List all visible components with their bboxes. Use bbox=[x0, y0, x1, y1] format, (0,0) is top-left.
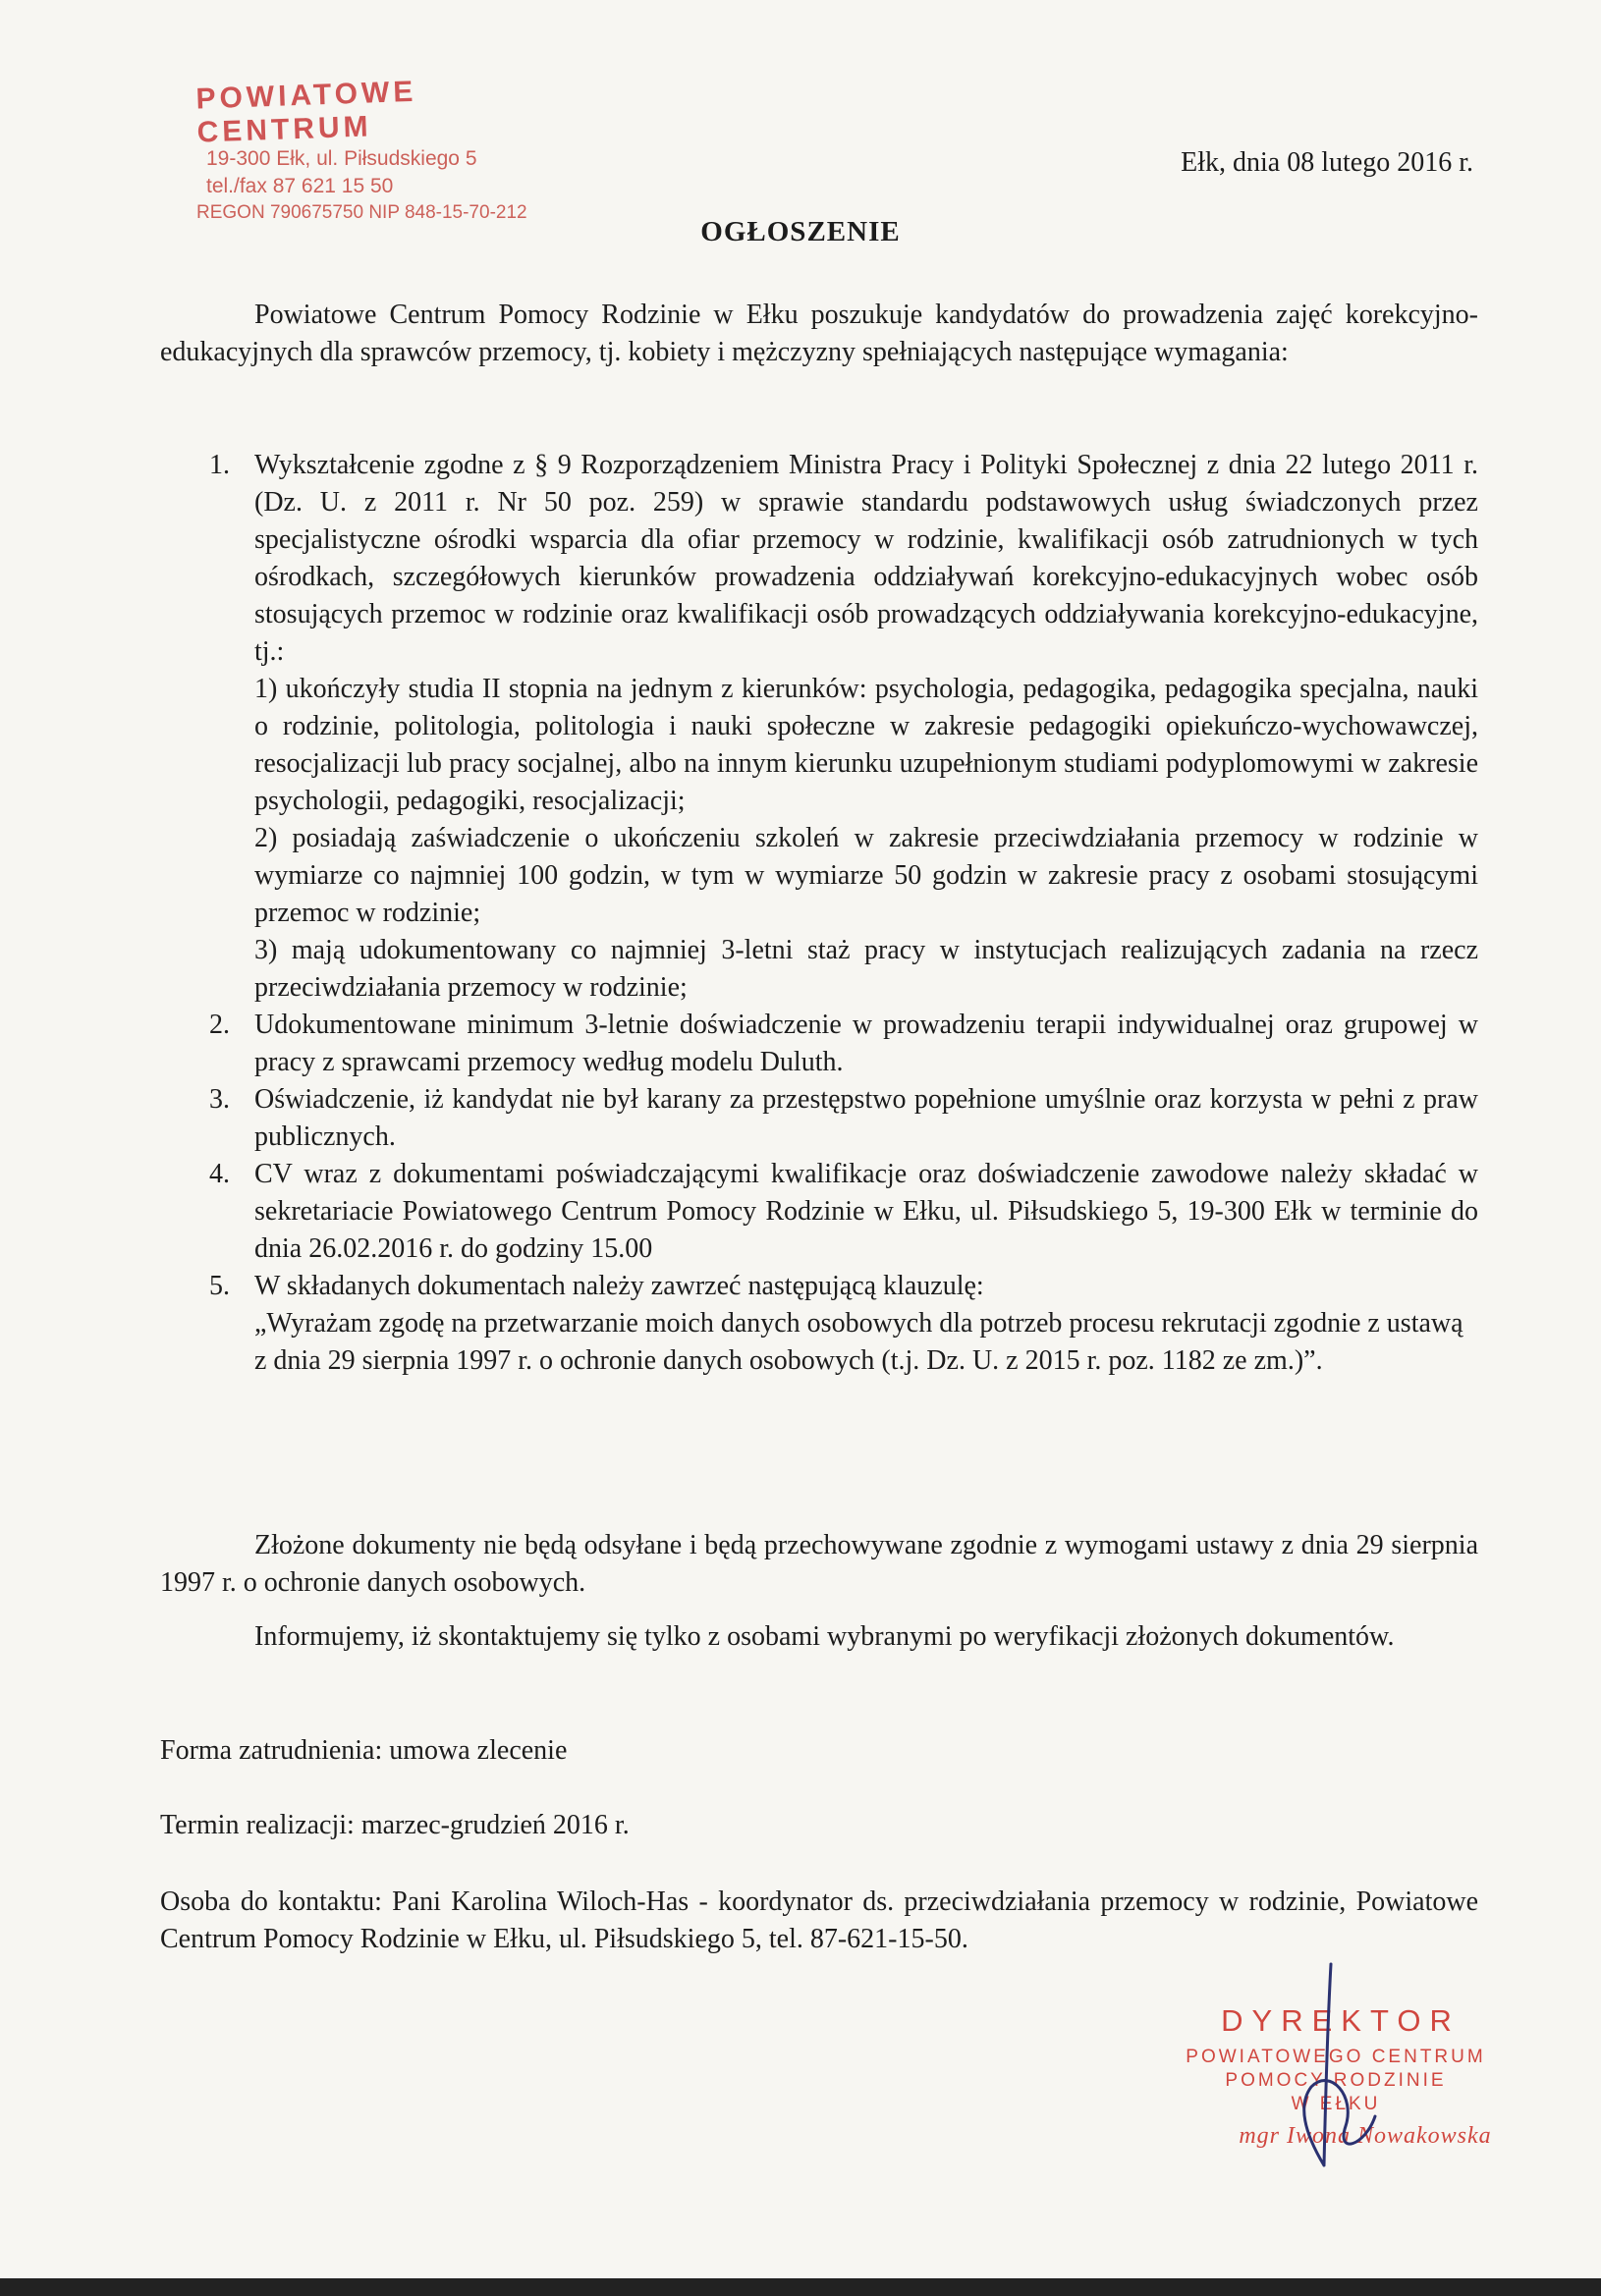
requirement-item bbox=[160, 1156, 1478, 1268]
requirement-number: 2. bbox=[209, 1010, 230, 1040]
scan-edge bbox=[0, 2278, 1601, 2296]
stamp-title: POWIATOWE CENTRUM bbox=[194, 75, 417, 149]
requirement-subitem: 2) posiadają zaświadczenie o ukończeniu szkoleń w zakresie przeciwdziałania przemocy w rodzinie w wymiarze co najmniej 100 godzin, w tym w wymiarze 50 godzin w zakresie pracy z osobami stosującymi przemoc w rodzinie; bbox=[254, 823, 1478, 928]
requirement-text: Wykształcenie zgodne z § 9 Rozporządzeniem Ministra Pracy i Polityki Społecznej z dnia 22 lutego 2011 r. (Dz. U. z 2011 r. Nr 50 poz. 259) w sprawie standardu podstawowych usług świadczonych przez specjalistyczne ośrodki wsparcia dla ofiar przemocy w rodzinie, kwalifikacji osób zatrudnionych w tych ośrodkach, szczegółowych kierunków prowadzenia oddziaływań korekcyjno-edukacyjnych wobec osób stosujących przemoc w rodzinie oraz kwalifikacji osób prowadzących oddziaływania korekcyjno-edukacyjne, tj.: bbox=[254, 450, 1478, 667]
stamp-address: 19-300 Ełk, ul. Piłsudskiego 5 bbox=[206, 147, 477, 170]
director-name: mgr Iwona Nowakowska bbox=[1239, 2123, 1492, 2149]
contact-info-note: Informujemy, iż skontaktujemy się tylko z osobami wybranymi po weryfikacji złożonych dokumentów. bbox=[254, 1621, 1395, 1652]
employment-form: Forma zatrudnienia: umowa zlecenie bbox=[160, 1735, 568, 1766]
requirement-text: W składanych dokumentach należy zawrzeć następującą klauzulę: bbox=[254, 1271, 984, 1301]
stamp-regon-nip: REGON 790675750 NIP 848-15-70-212 bbox=[196, 202, 527, 223]
requirement-text: Udokumentowane minimum 3-letnie doświadczenie w prowadzeniu terapii indywidualnej oraz grupowej w pracy z sprawcami przemocy według modelu Duluth. bbox=[254, 1010, 1478, 1077]
requirement-item bbox=[160, 1007, 1478, 1081]
intro-paragraph: Powiatowe Centrum Pomocy Rodzinie w Ełku poszukuje kandydatów do prowadzenia zajęć korekcyjno-edukacyjnych dla sprawców przemocy, tj. kobiety i mężczyzny spełniających następujące wymagania: bbox=[160, 300, 1478, 367]
contact-person: Osoba do kontaktu: Pani Karolina Wiloch-Has - koordynator ds. przeciwdziałania przemocy w rodzinie, Powiatowe Centrum Pomocy Rodzinie w Ełku, ul. Piłsudskiego 5, tel. 87-621-15-50. bbox=[160, 1886, 1478, 1954]
requirement-number: 4. bbox=[209, 1159, 230, 1189]
requirement-item bbox=[160, 1081, 1478, 1156]
director-stamp-line: POMOCY RODZINIE bbox=[1225, 2070, 1447, 2091]
requirement-subitem: 1) ukończyły studia II stopnia na jednym z kierunków: psychologia, pedagogika, pedagogika specjalna, nauki o rodzinie, politologia, politologia i nauki społeczne w zakresie pedagogiki opiekuńczo-wychowawczej, resocjalizacji lub pracy socjalnej, albo na innym kierunku uzupełnionym studiami podyplomowymi w zakresie psychologii, pedagogiki, resocjalizacji; bbox=[254, 674, 1478, 816]
director-stamp-line: W EŁKU bbox=[1291, 2094, 1381, 2114]
office-stamp bbox=[196, 59, 570, 236]
requirement-number: 3. bbox=[209, 1084, 230, 1115]
requirement-text: Oświadczenie, iż kandydat nie był karany za przestępstwo popełnione umyślnie oraz korzysta w pełni z praw publicznych. bbox=[254, 1084, 1478, 1152]
handwritten-signature bbox=[1238, 1959, 1434, 2185]
requirement-number: 1. bbox=[209, 450, 230, 480]
requirement-number: 5. bbox=[209, 1271, 230, 1301]
realization-term: Termin realizacji: marzec-grudzień 2016 r. bbox=[160, 1810, 630, 1840]
document-date: Ełk, dnia 08 lutego 2016 r. bbox=[1181, 147, 1473, 178]
requirement-text: CV wraz z dokumentami poświadczającymi kwalifikacje oraz doświadczenie zawodowe należy składać w sekretariacie Powiatowego Centrum Pomocy Rodzinie w Ełku, ul. Piłsudskiego 5, 19-300 Ełk w terminie do dnia 26.02.2016 r. do godziny 15.00 bbox=[254, 1159, 1478, 1264]
requirement-item bbox=[160, 1268, 1478, 1380]
requirements-list bbox=[160, 447, 1478, 1380]
director-stamp-line: POWIATOWEGO CENTRUM bbox=[1186, 2047, 1486, 2067]
documents-note: Złożone dokumenty nie będą odsyłane i będą przechowywane zgodnie z wymogami ustawy z dnia 29 sierpnia 1997 r. o ochronie danych osobowych. bbox=[160, 1530, 1478, 1598]
consent-clause: „Wyrażam zgodę na przetwarzanie moich danych osobowych dla potrzeb procesu rekrutacji zgodnie z ustawą z dnia 29 sierpnia 1997 r. o ochronie danych osobowych (t.j. Dz. U. z 2015 r. poz. 1182 ze zm.)”. bbox=[254, 1308, 1463, 1376]
document-title: OGŁOSZENIE bbox=[700, 216, 901, 247]
director-stamp-title: DYREKTOR bbox=[1221, 2003, 1461, 2038]
stamp-phone: tel./fax 87 621 15 50 bbox=[206, 175, 394, 197]
requirement-item bbox=[160, 447, 1478, 1007]
requirement-subitem: 3) mają udokumentowany co najmniej 3-letni staż pracy w instytucjach realizujących zadania na rzecz przeciwdziałania przemocy w rodzinie; bbox=[254, 935, 1478, 1003]
